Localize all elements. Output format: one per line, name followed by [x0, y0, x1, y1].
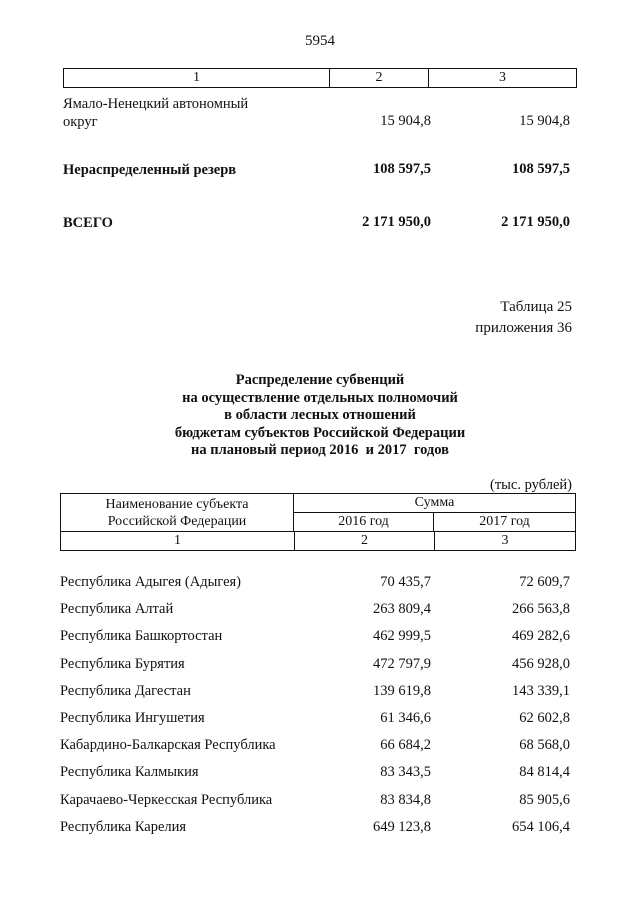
value-2017: 143 339,1: [512, 682, 570, 699]
value-2016: 61 346,6: [380, 710, 431, 727]
value-2017: 456 928,0: [512, 655, 570, 672]
header-year-2016: 2016 год: [294, 513, 434, 531]
row-name: [63, 95, 323, 131]
table-row: [60, 787, 574, 814]
value-2016: 139 619,8: [373, 682, 431, 699]
header-year-2017: 2017 год: [479, 514, 530, 529]
header-subject-name-line2: Российской Федерации: [107, 514, 247, 529]
value-2017: 62 602,8: [519, 710, 570, 727]
value-2017: 2 171 950,0: [501, 214, 570, 230]
table-row: [60, 596, 574, 623]
value-2016: 15 904,8: [380, 113, 431, 129]
header-number-2: 2: [295, 532, 435, 550]
value-2017: 85 905,6: [519, 791, 570, 808]
header-sum: Сумма: [294, 494, 575, 513]
value-2016: 108 597,5: [373, 161, 431, 177]
row-name: Кабардино-Балкарская Республика: [60, 737, 276, 754]
row-name: Республика Башкортостан: [60, 628, 223, 645]
row-name: Республика Карелия: [60, 818, 187, 835]
page-number: 5954: [305, 33, 335, 49]
header-number-1: 1: [61, 532, 295, 550]
row-name-line: округ: [63, 114, 98, 130]
row-name: Республика Калмыкия: [60, 764, 199, 781]
row-name: ВСЕГО: [63, 215, 113, 231]
table-caption: [475, 297, 572, 339]
value-2016: 649 123,8: [373, 818, 431, 835]
document-heading: [0, 372, 640, 460]
value-2016: 66 684,2: [380, 737, 431, 754]
heading-line: на осуществление отдельных полномочий: [182, 389, 458, 406]
table-row: [60, 651, 574, 678]
header-subject-name-line1: Наименование субъекта: [105, 497, 249, 512]
value-2017: 469 282,6: [512, 628, 570, 645]
table-row: [60, 705, 574, 732]
value-2017: 266 563,8: [512, 601, 570, 618]
value-2017: 15 904,8: [519, 113, 570, 129]
table-row: [60, 623, 574, 650]
row-name: Карачаево-Черкесская Республика: [60, 791, 273, 808]
value-2016: 83 834,8: [380, 791, 431, 808]
value-2017: 68 568,0: [519, 737, 570, 754]
table-caption-line2: приложения 36: [475, 320, 572, 336]
table-row: [60, 569, 574, 596]
value-2017: 84 814,4: [519, 764, 570, 781]
heading-line: в области лесных отношений: [224, 407, 416, 423]
table-row: [60, 759, 574, 786]
value-2017: 72 609,7: [519, 574, 570, 591]
column-number-1: 1: [64, 69, 330, 87]
value-2016: 472 797,9: [373, 655, 431, 672]
value-2016: 2 171 950,0: [362, 214, 431, 230]
row-name: Республика Бурятия: [60, 655, 185, 672]
table-body: [60, 569, 574, 841]
row-name: Республика Адыгея (Адыгея): [60, 574, 242, 591]
heading-line: бюджетам субъектов Российской Федерации: [174, 424, 466, 441]
header-number-3: 3: [501, 533, 509, 548]
row-name: Республика Ингушетия: [60, 710, 205, 727]
table-row: [60, 678, 574, 705]
row-name-line: Ямало-Ненецкий автономный: [63, 96, 249, 112]
continuation-column-header: [63, 68, 577, 88]
table-row: [60, 732, 574, 759]
value-2016: 70 435,7: [380, 574, 431, 591]
units-label: (тыс. рублей): [490, 477, 572, 493]
row-name: Республика Дагестан: [60, 682, 191, 699]
column-number-3: 3: [499, 70, 506, 85]
row-name: Республика Алтай: [60, 601, 174, 618]
row-name: Нераспределенный резерв: [63, 162, 237, 178]
table-header: [60, 493, 576, 551]
heading-line: на плановый период 2016 и 2017 годов: [191, 442, 449, 458]
value-2017: 654 106,4: [512, 818, 570, 835]
column-number-2: 2: [330, 69, 429, 87]
value-2016: 83 343,5: [380, 764, 431, 781]
value-2016: 263 809,4: [373, 601, 431, 618]
heading-line: Распределение субвенций: [235, 372, 405, 388]
table-caption-line1: Таблица 25: [500, 299, 572, 315]
value-2016: 462 999,5: [373, 628, 431, 645]
value-2017: 108 597,5: [512, 161, 570, 177]
header-subject-name: [61, 494, 294, 531]
table-row: [60, 814, 574, 841]
